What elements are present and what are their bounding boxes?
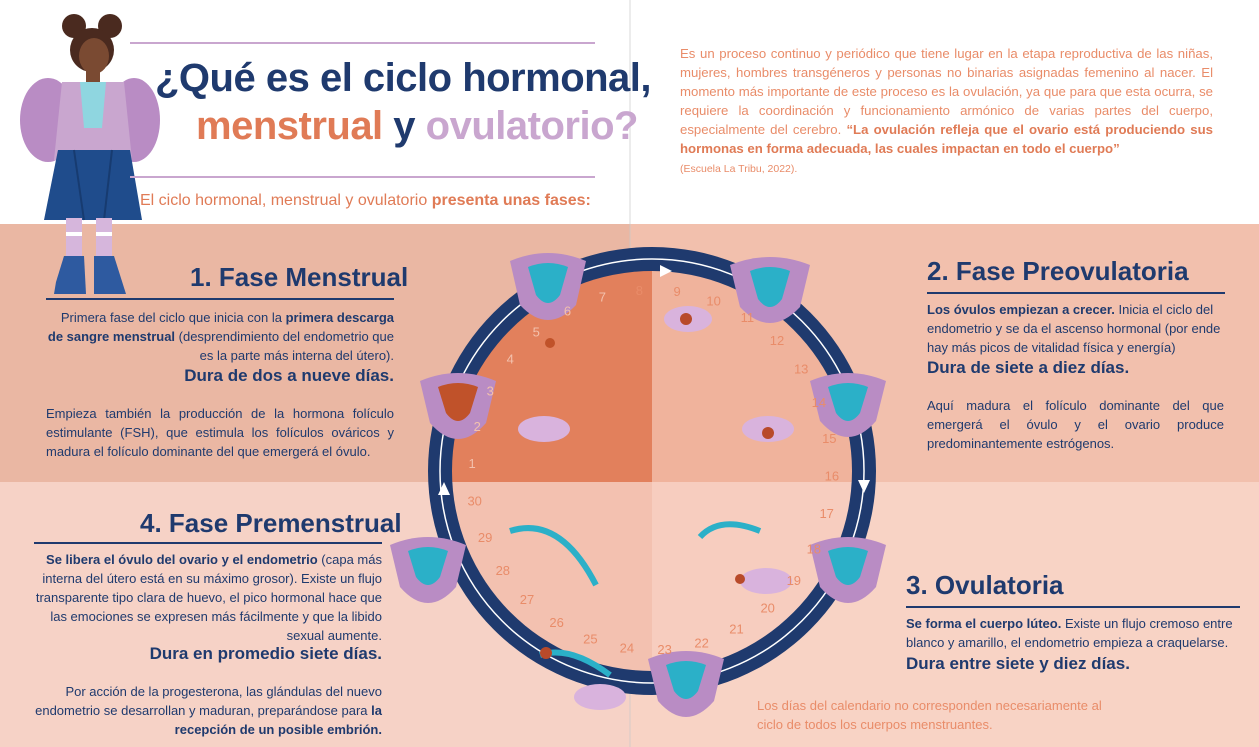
phase-1-title: 1. Fase Menstrual [190, 262, 409, 292]
phase-4-text-a: Se libera el óvulo del ovario y el endometrio [46, 552, 318, 567]
page-title-line2 [196, 104, 638, 149]
title-top-rule [130, 42, 595, 44]
intro-paragraph [680, 44, 1213, 179]
subtitle-bold: presenta unas fases: [431, 192, 591, 209]
cycle-day-label: 10 [706, 293, 721, 309]
cycle-day-label: 5 [532, 324, 540, 340]
cycle-day-label: 4 [506, 351, 514, 367]
intro-quote: “La ovulación refleja que el ovario está produciendo sus hormonas en forma adecuada, las cuales impactan en todo el cuerpo” [680, 122, 1213, 156]
phase-4-title: 4. Fase Premenstrual [140, 508, 402, 538]
phase-2-text-a: Los óvulos empiezan a crecer. [927, 302, 1115, 317]
subtitle [140, 192, 591, 210]
cycle-day-label: 19 [786, 573, 802, 589]
phase-2-duration: Dura de siete a diez días. [927, 358, 1130, 377]
cycle-day-label: 20 [760, 600, 775, 616]
cycle-day-label: 26 [549, 615, 564, 631]
cycle-diagram [380, 215, 900, 747]
phase-3-text-b: Existe un flujo cremoso entre blanco y amarillo, el endometrio empieza a craquelarse. [906, 616, 1233, 650]
cycle-day-label: 22 [694, 635, 709, 651]
cycle-day-label: 28 [495, 563, 511, 579]
intro-citation: (Escuela La Tribu, 2022). [680, 163, 798, 175]
phase-3-text-a: Se forma el cuerpo lúteo. [906, 616, 1062, 631]
phase-4-extra [34, 682, 382, 739]
cycle-day-label: 6 [563, 303, 572, 319]
phase-4-extra-b: la recepción de un posible embrión. [174, 703, 382, 737]
girl-illustration-icon [14, 10, 164, 300]
phase-4-rule [34, 542, 382, 544]
phase-2-text [927, 300, 1227, 357]
phase-4-text [34, 550, 382, 645]
title-text-b: ciclo hormonal, [362, 56, 652, 100]
phase-2-title: 2. Fase Preovulatoria [927, 256, 1189, 286]
phase-3-rule [906, 606, 1240, 608]
cycle-day-label: 25 [583, 631, 598, 647]
cycle-day-label: 24 [619, 640, 635, 656]
calendar-note: Los días del calendario no corresponden necesariamente al ciclo de todos los cuerpos menstruantes. [757, 698, 1102, 732]
cycle-day-label: 8 [635, 282, 644, 298]
phase-1-text [46, 308, 394, 365]
cycle-day-label: 17 [819, 505, 834, 521]
cycle-day-label: 3 [486, 383, 494, 399]
cycle-day-label: 1 [468, 456, 476, 472]
cycle-day-label: 7 [598, 289, 607, 305]
phase-2-text-b: Inicia el ciclo del endometrio y se da el ascenso hormonal (por ende hay más picos de vitalidad física y energía) [927, 302, 1221, 355]
cycle-day-label: 13 [793, 361, 809, 377]
phase-3-duration: Dura entre siete y diez días. [906, 654, 1130, 673]
title-word-ovulatorio: ovulatorio? [425, 104, 638, 148]
phase-2-rule [927, 292, 1225, 294]
page-title-line1 [155, 56, 651, 101]
cycle-day-label: 23 [657, 642, 672, 658]
cycle-day-label: 21 [729, 621, 744, 637]
phase-4-text-b: (capa más interna del útero está en su máximo grosor). Existe un flujo transparente tipo clara de huevo, el pico hormonal hace que las emociones se expresen más fácilmente y que la libido sexual aumente. [35, 552, 382, 643]
title-bottom-rule [130, 176, 595, 178]
title-word-y: y [382, 104, 426, 148]
phase-3-text [906, 614, 1242, 652]
phase-1-text-b: primera descarga de sangre menstrual [47, 310, 394, 344]
cycle-day-label: 29 [477, 529, 493, 545]
phase-4-extra-a: Por acción de la progesterona, las glándulas del nuevo endometrio se desarrollan y maduran, preparándose para [35, 684, 382, 718]
phase-1-duration: Dura de dos a nueve días. [184, 366, 394, 385]
cycle-day-label: 27 [519, 591, 535, 607]
cycle-day-label: 16 [824, 468, 840, 484]
cycle-day-label: 11 [740, 309, 755, 325]
title-text-a: ¿Qué es el [155, 56, 363, 100]
phase-1-rule [46, 298, 394, 300]
cycle-day-label: 12 [769, 332, 785, 348]
cycle-day-label: 18 [806, 541, 822, 557]
phase-1-text-a: Primera fase del ciclo que inicia con la [60, 310, 286, 325]
phase-4-duration: Dura en promedio siete días. [149, 644, 382, 663]
cycle-day-label: 14 [811, 395, 827, 411]
cycle-day-label: 15 [822, 431, 837, 447]
phase-2-extra: Aquí madura el folículo dominante del que emergerá el óvulo y el ovario produce predominantemente estrógenos. [927, 398, 1224, 451]
intro-text: Es un proceso continuo y periódico que tiene lugar en la etapa reproductiva de las niñas, mujeres, hombres transgéneros y personas no binarias asignadas femenino al nacer. El momento más importante de este proceso es la ovulación, ya que para que esta ocurra, se requiere la coordinación y funcionamiento armónico de varias partes del cuerpo, especialmente del cerebro. [680, 46, 1213, 137]
subtitle-text: El ciclo hormonal, menstrual y ovulatorio [140, 192, 432, 209]
cycle-day-label: 2 [473, 418, 481, 434]
title-word-menstrual: menstrual [196, 104, 383, 148]
phase-3-title: 3. Ovulatoria [906, 570, 1064, 600]
phase-1-extra: Empieza también la producción de la hormona folículo estimulante (FSH), que estimula los folículos ováricos y madura el folículo dominante del que emergerá el óvulo. [46, 406, 394, 459]
cycle-day-label: 30 [467, 493, 482, 509]
cycle-day-label: 9 [673, 284, 681, 300]
phase-1-text-c: (desprendimiento del endometrio que es la parte más interna del útero). [175, 329, 394, 363]
